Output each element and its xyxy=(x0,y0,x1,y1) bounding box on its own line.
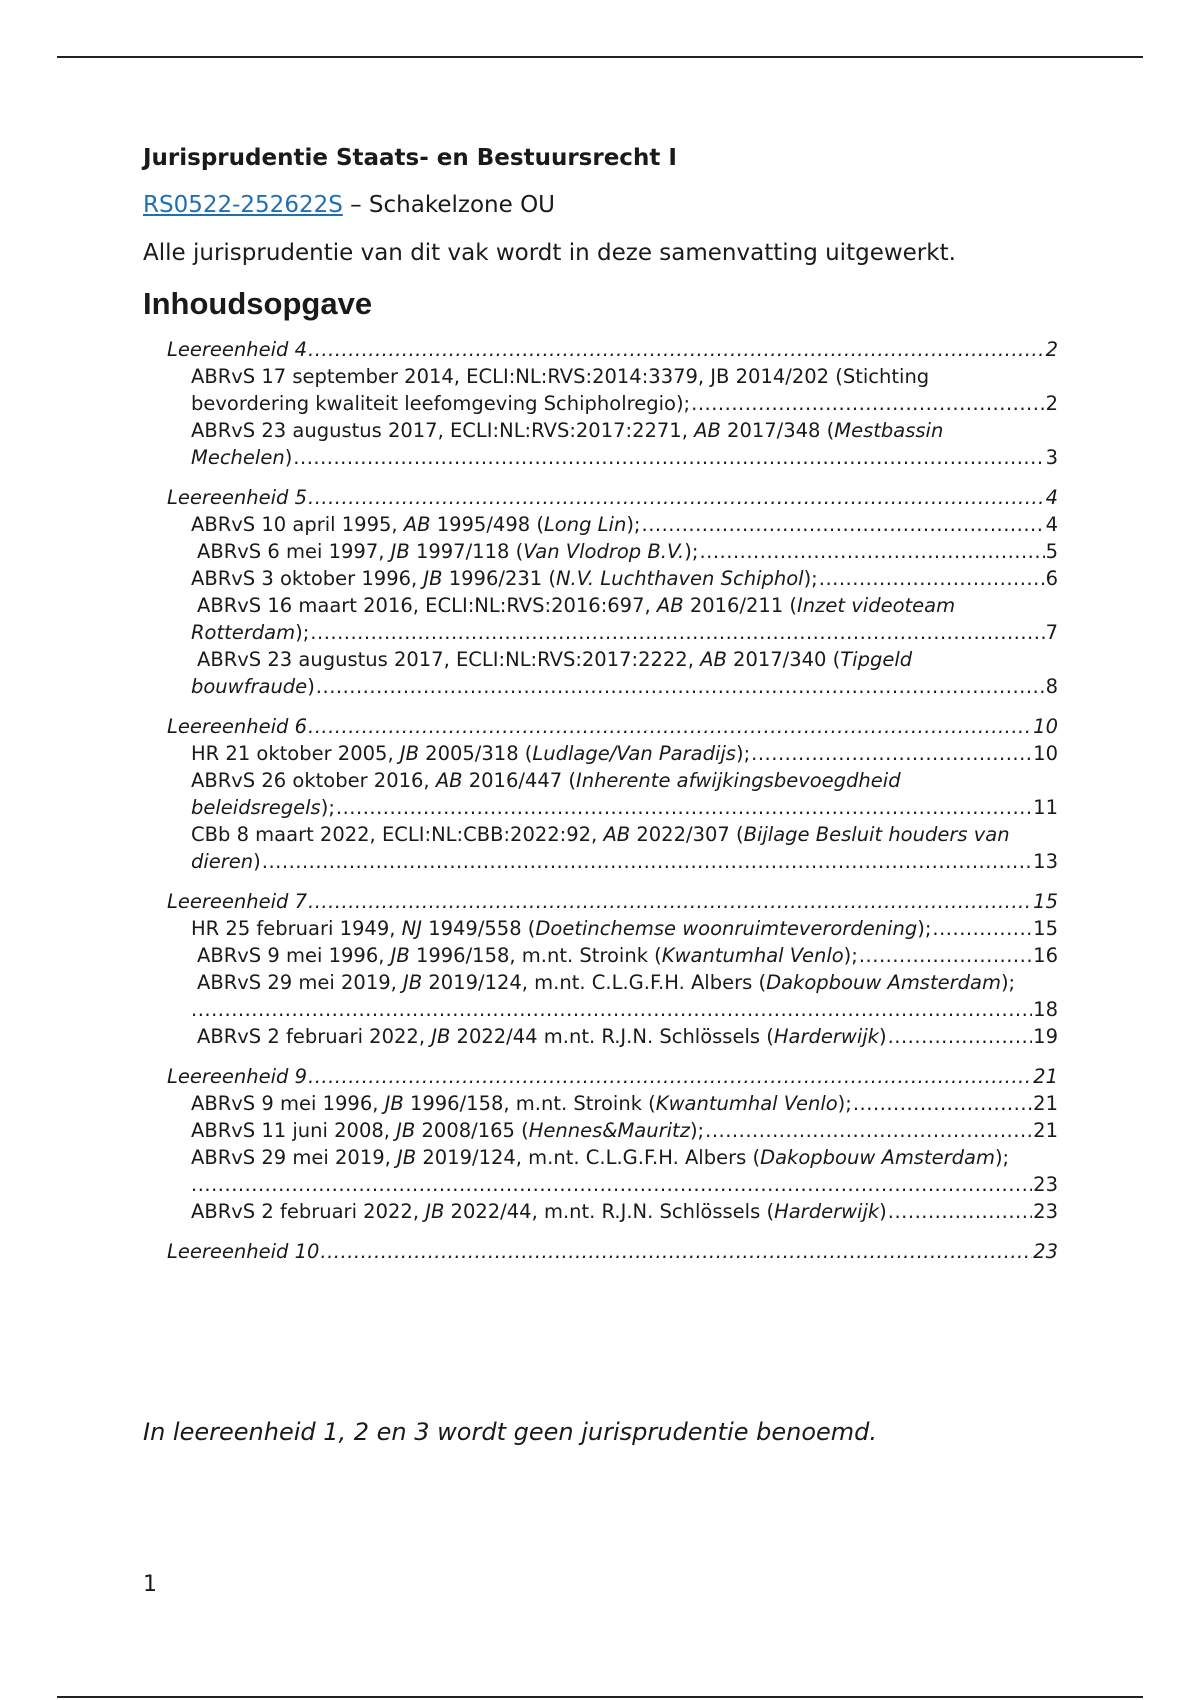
toc-entry[interactable]: ABRvS 2 februari 2022, JB 2022/44 m.nt. R.J.N. Schlössels (Harderwijk) ..... 19 xyxy=(191,1023,1058,1050)
toc-entry[interactable]: HR 21 oktober 2005, JB 2005/318 (Ludlage/Van Paradijs); ..... 10 xyxy=(191,740,1058,767)
page-number: 1 xyxy=(143,1572,157,1597)
course-line xyxy=(143,182,1058,228)
toc-unit-9 xyxy=(143,1063,1058,1225)
toc-entry[interactable]: ABRvS 3 oktober 1996, JB 1996/231 (N.V. Luchthaven Schiphol); ..... 6 xyxy=(191,565,1058,592)
toc-unit-4 xyxy=(143,336,1058,471)
toc-entry[interactable]: ABRvS 26 oktober 2016, AB 2016/447 (Inherente afwijkingsbevoegdheid beleidsregels); ..... 11 xyxy=(191,767,1058,821)
toc-unit-7 xyxy=(143,888,1058,1050)
document-title: Jurisprudentie Staats- en Bestuursrecht I xyxy=(143,145,677,171)
footer-rule xyxy=(57,1696,1143,1698)
toc-unit-link[interactable]: Leereenheid 10 ..... 23 xyxy=(167,1238,1058,1265)
toc-heading: Inhoudsopgave xyxy=(143,286,373,321)
toc-unit-6 xyxy=(143,713,1058,875)
course-code-link[interactable]: RS0522-252622S xyxy=(143,192,343,218)
toc-unit-link[interactable]: Leereenheid 6 ..... 10 xyxy=(167,713,1058,740)
document-body xyxy=(143,138,1058,1265)
header-rule xyxy=(57,56,1143,58)
toc-entry[interactable]: CBb 8 maart 2022, ECLI:NL:CBB:2022:92, AB 2022/307 (Bijlage Besluit houders van dieren) ..... 13 xyxy=(191,821,1058,875)
toc-unit-link[interactable]: Leereenheid 5 ..... 4 xyxy=(167,484,1058,511)
toc-entry[interactable]: ABRvS 16 maart 2016, ECLI:NL:RVS:2016:697, AB 2016/211 (Inzet videoteam Rotterdam); ..... 7 xyxy=(191,592,1058,646)
toc-unit-10 xyxy=(143,1238,1058,1265)
toc-entry[interactable]: ABRvS 11 juni 2008, JB 2008/165 (Hennes&Mauritz); ..... 21 xyxy=(191,1117,1058,1144)
course-suffix: – Schakelzone OU xyxy=(342,192,556,218)
toc-unit-5 xyxy=(143,484,1058,700)
toc-entry[interactable]: ABRvS 9 mei 1996, JB 1996/158, m.nt. Stroink (Kwantumhal Venlo); ..... 21 xyxy=(191,1090,1058,1117)
toc-unit-link[interactable]: Leereenheid 7 ..... 15 xyxy=(167,888,1058,915)
toc-unit-link[interactable]: Leereenheid 9 ..... 21 xyxy=(167,1063,1058,1090)
toc-entry[interactable]: ABRvS 23 augustus 2017, ECLI:NL:RVS:2017:2222, AB 2017/340 (Tipgeld bouwfraude) ..... 8 xyxy=(191,646,1058,700)
toc-entry[interactable]: HR 25 februari 1949, NJ 1949/558 (Doetinchemse woonruimteverordening); ..... 15 xyxy=(191,915,1058,942)
toc-entry[interactable]: ABRvS 9 mei 1996, JB 1996/158, m.nt. Stroink (Kwantumhal Venlo); ..... 16 xyxy=(191,942,1058,969)
toc-entry[interactable]: ABRvS 2 februari 2022, JB 2022/44, m.nt. R.J.N. Schlössels (Harderwijk) ..... 23 xyxy=(191,1198,1058,1225)
toc-entry[interactable]: ABRvS 29 mei 2019, JB 2019/124, m.nt. C.L.G.F.H. Albers (Dakopbouw Amsterdam); ..... 18 xyxy=(191,969,1058,1023)
toc-entry[interactable]: ABRvS 23 augustus 2017, ECLI:NL:RVS:2017:2271, AB 2017/348 (Mestbassin Mechelen) ..... 3 xyxy=(191,417,1058,471)
table-of-contents xyxy=(143,336,1058,1265)
toc-entry[interactable]: ABRvS 6 mei 1997, JB 1997/118 (Van Vlodrop B.V.); ..... 5 xyxy=(191,538,1058,565)
intro-text: Alle jurisprudentie van dit vak wordt in deze samenvatting uitgewerkt. xyxy=(143,240,956,266)
footer-note: In leereenheid 1, 2 en 3 wordt geen jurisprudentie benoemd. xyxy=(143,1418,878,1446)
toc-entry[interactable]: ABRvS 29 mei 2019, JB 2019/124, m.nt. C.L.G.F.H. Albers (Dakopbouw Amsterdam); ..... 23 xyxy=(191,1144,1058,1198)
toc-unit-link[interactable]: Leereenheid 4 ..... 2 xyxy=(167,336,1058,363)
toc-entry[interactable]: ABRvS 17 september 2014, ECLI:NL:RVS:2014:3379, JB 2014/202 (Stichting bevordering kwaliteit leefomgeving Schipholregio); ..... 2 xyxy=(191,363,1058,417)
toc-entry[interactable]: ABRvS 10 april 1995, AB 1995/498 (Long Lin); ..... 4 xyxy=(191,511,1058,538)
